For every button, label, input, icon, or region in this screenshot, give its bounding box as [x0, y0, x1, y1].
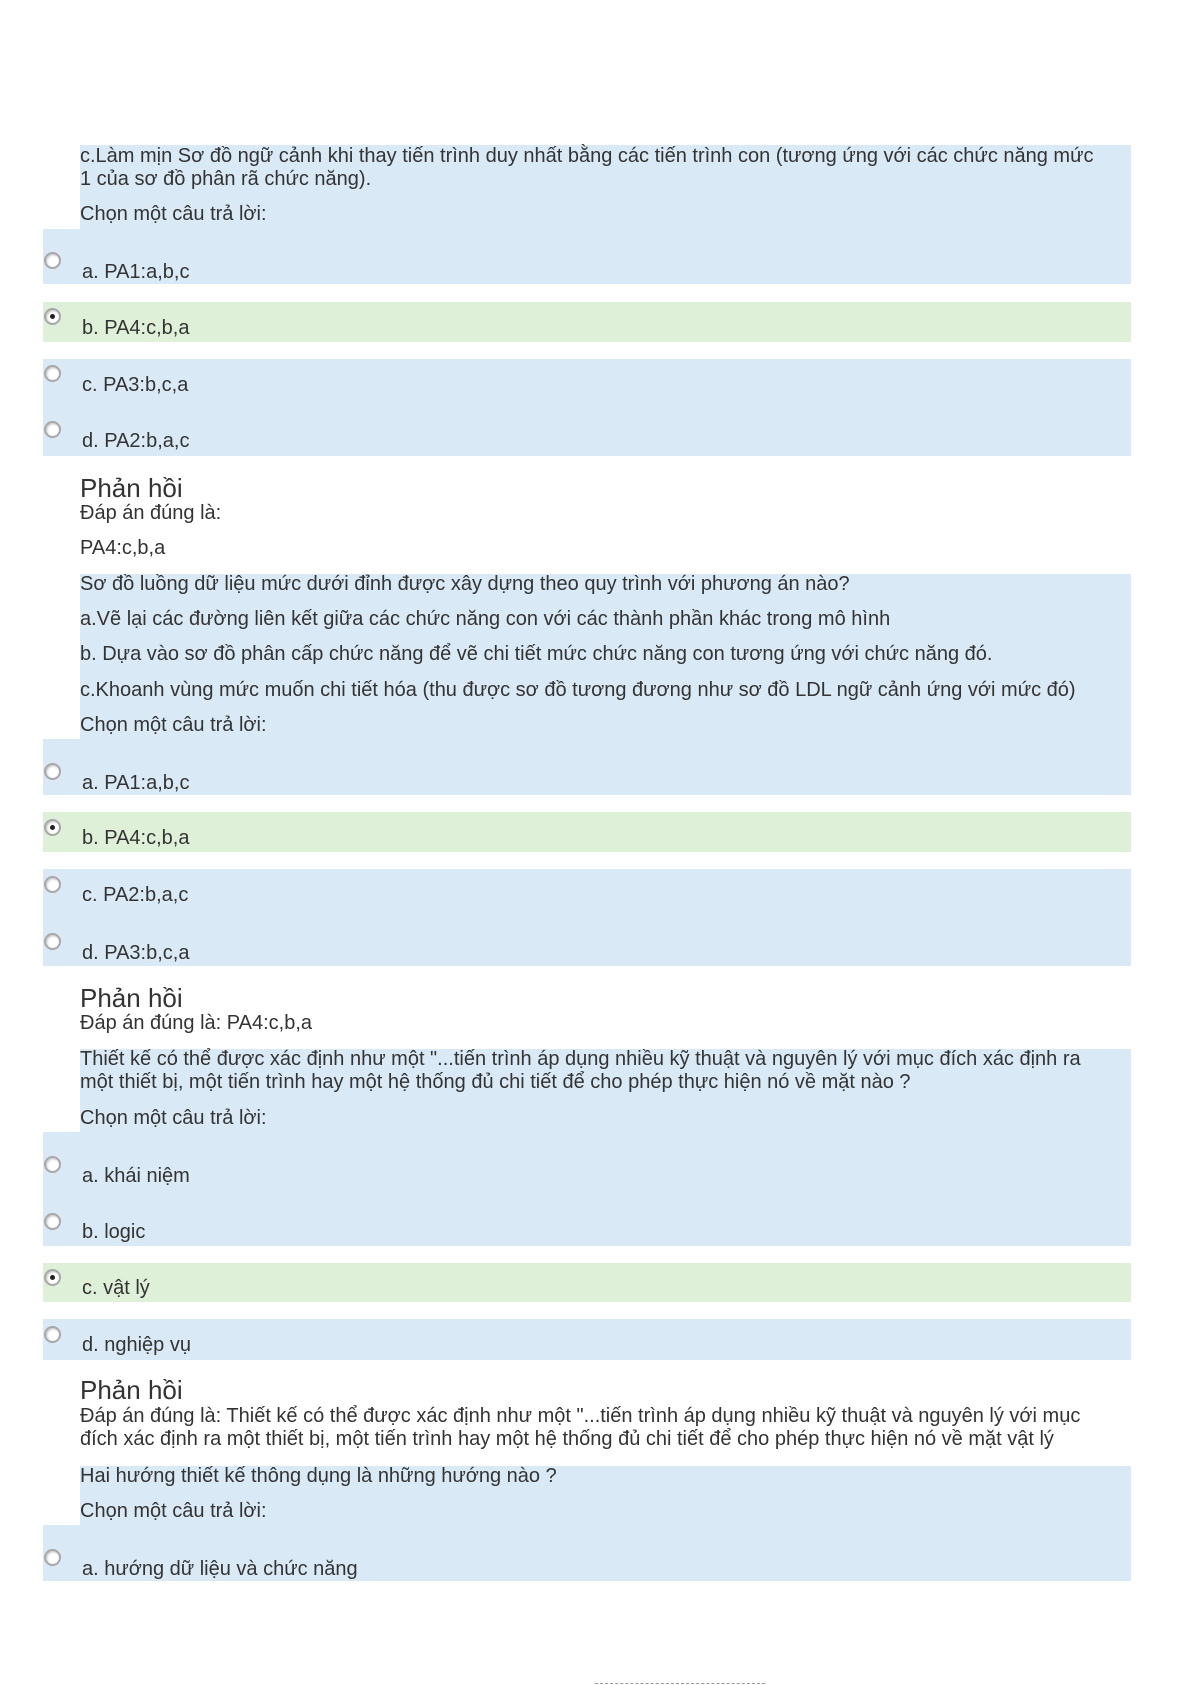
question-2-option-d-label[interactable]: d. PA3:b,c,a [82, 942, 190, 964]
question-2-option-d-radio[interactable] [44, 933, 61, 950]
question-2-stem-line-3: b. Dựa vào sơ đồ phân cấp chức năng để vẽ chi tiết mức chức năng con tương ứng với chức năng đó. [80, 643, 993, 665]
question-3-option-a-radio[interactable] [44, 1156, 61, 1173]
question-1-option-a-radio[interactable] [44, 252, 61, 269]
question-2-options-block [43, 739, 1131, 795]
footer-rule [595, 1683, 765, 1684]
question-2-option-b-radio[interactable] [44, 819, 61, 836]
question-2-option-b-row[interactable] [43, 812, 1131, 852]
question-2-option-b-label[interactable]: b. PA4:c,b,a [82, 827, 190, 849]
question-1-option-c-label[interactable]: c. PA3:b,c,a [82, 374, 189, 396]
question-1-option-d-radio[interactable] [44, 421, 61, 438]
question-1-option-b-label[interactable]: b. PA4:c,b,a [82, 317, 190, 339]
question-3-option-d-radio[interactable] [44, 1326, 61, 1343]
question-3-feedback-line-1: Đáp án đúng là: Thiết kế có thể được xác định như một "...tiến trình áp dụng nhiều kỹ thuật và nguyên lý với mục [80, 1405, 1081, 1427]
question-1-option-c-radio[interactable] [44, 365, 61, 382]
question-2-feedback-line-1: Đáp án đúng là: PA4:c,b,a [80, 1012, 313, 1034]
question-2-prompt: Chọn một câu trả lời: [80, 714, 267, 736]
question-3-option-c-row[interactable] [43, 1263, 1131, 1302]
question-3-stem-line-2: một thiết bị, một tiến trình hay một hệ thống đủ chi tiết để cho phép thực hiện nó về mặt nào ? [80, 1071, 911, 1093]
question-4-stem-line-1: Hai hướng thiết kế thông dụng là những hướng nào ? [80, 1465, 557, 1487]
question-2-stem-line-4: c.Khoanh vùng mức muốn chi tiết hóa (thu được sơ đồ tương đương như sơ đồ LDL ngữ cảnh ứng với mức đó) [80, 679, 1076, 701]
question-2-stem-line-2: a.Vẽ lại các đường liên kết giữa các chức năng con với các thành phần khác trong mô hình [80, 608, 891, 630]
question-4-prompt: Chọn một câu trả lời: [80, 1500, 267, 1522]
question-2-option-a-label[interactable]: a. PA1:a,b,c [82, 772, 190, 794]
question-3-option-d-label[interactable]: d. nghiệp vụ [82, 1334, 191, 1356]
question-4-option-a-radio[interactable] [44, 1549, 61, 1566]
question-2-option-c-radio[interactable] [44, 876, 61, 893]
question-4-option-a-label[interactable]: a. hướng dữ liệu và chức năng [82, 1558, 358, 1580]
question-3-options-block [43, 1132, 1131, 1246]
question-1-correct-answer: PA4:c,b,a [80, 537, 166, 559]
question-1-option-d-label[interactable]: d. PA2:b,a,c [82, 430, 190, 452]
question-3-stem-line-1: Thiết kế có thể được xác định như một "...tiến trình áp dụng nhiều kỹ thuật và nguyên lý với mục đích xác định ra [80, 1048, 1081, 1070]
question-1-stem-line-2: 1 của sơ đồ phân rã chức năng). [80, 168, 372, 190]
question-2-stem-line-1: Sơ đồ luồng dữ liệu mức dưới đỉnh được xây dựng theo quy trình với phương án nào? [80, 573, 850, 595]
question-1-options-block [43, 229, 1131, 284]
question-1-option-a-label[interactable]: a. PA1:a,b,c [82, 261, 190, 283]
question-2-option-c-row[interactable] [43, 869, 1131, 966]
question-3-feedback-line-2: đích xác định ra một thiết bị, một tiến trình hay một hệ thống đủ chi tiết để cho phép thực hiện nó về mặt vật lý [80, 1428, 1054, 1450]
question-1-option-b-row[interactable] [43, 302, 1131, 342]
question-1-option-b-radio[interactable] [44, 308, 61, 325]
question-3-prompt: Chọn một câu trả lời: [80, 1107, 267, 1129]
question-3-feedback-title: Phản hồi [80, 1375, 183, 1405]
question-1-feedback-line-1: Đáp án đúng là: [80, 502, 222, 524]
question-1-prompt: Chọn một câu trả lời: [80, 203, 267, 225]
question-3-option-a-label[interactable]: a. khái niệm [82, 1165, 190, 1187]
question-3-option-b-label[interactable]: b. logic [82, 1221, 146, 1243]
question-3-option-b-radio[interactable] [44, 1213, 61, 1230]
question-2-option-a-radio[interactable] [44, 763, 61, 780]
question-2-feedback-title: Phản hồi [80, 983, 183, 1013]
question-3-option-c-label[interactable]: c. vật lý [82, 1277, 150, 1299]
question-3-option-c-radio[interactable] [44, 1269, 61, 1286]
question-3-option-d-row[interactable] [43, 1319, 1131, 1360]
question-2-option-c-label[interactable]: c. PA2:b,a,c [82, 884, 189, 906]
question-1-option-c-row[interactable] [43, 359, 1131, 456]
question-1-stem-line-1: c.Làm mịn Sơ đồ ngữ cảnh khi thay tiến trình duy nhất bằng các tiến trình con (tương ứng với các chức năng mức [80, 145, 1094, 167]
question-1-feedback-title: Phản hồi [80, 473, 183, 503]
